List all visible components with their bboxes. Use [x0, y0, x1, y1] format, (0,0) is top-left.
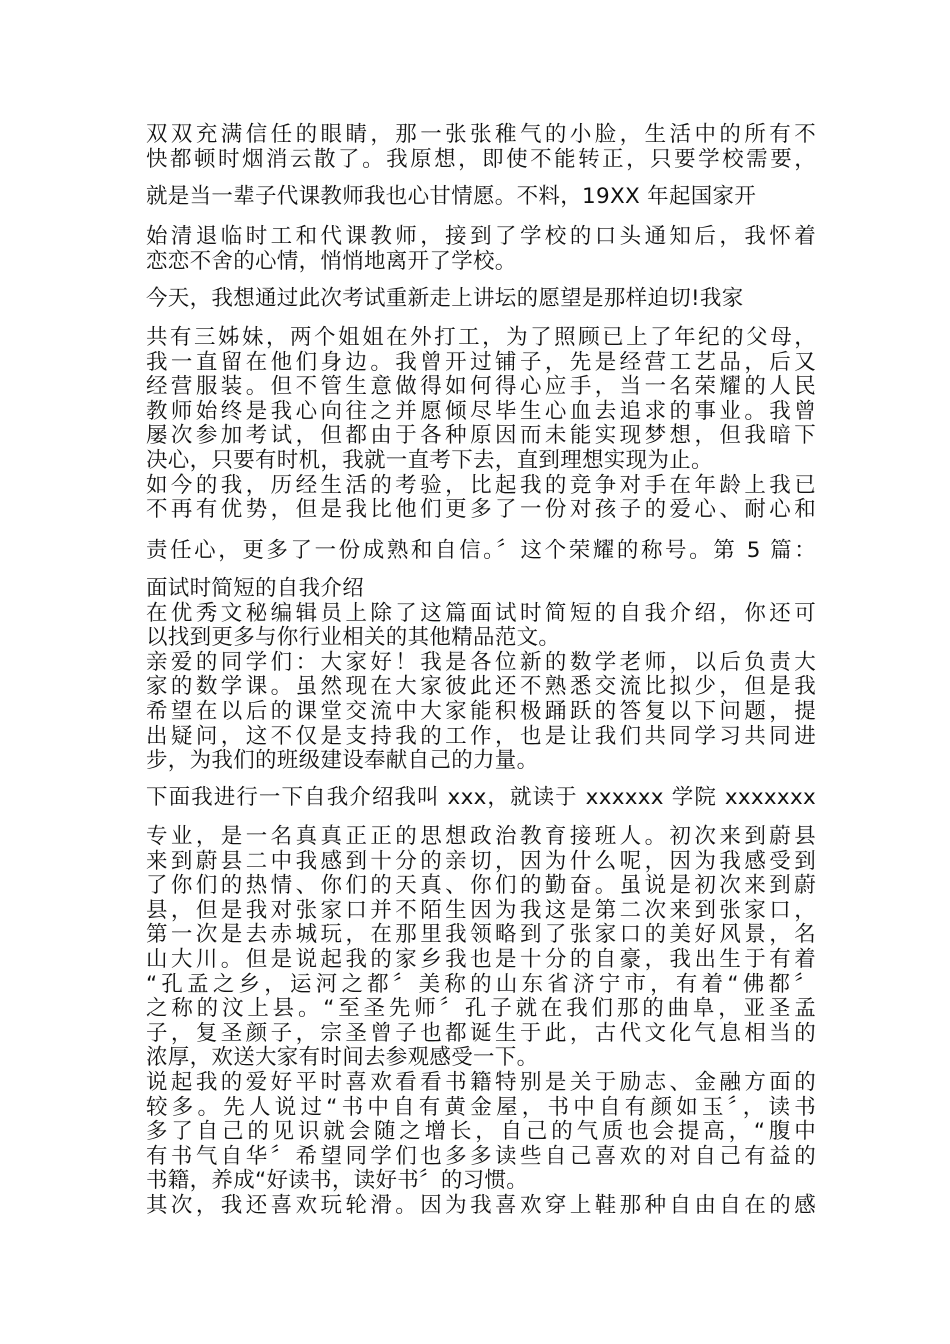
text-line: 以找到更多与你行业相关的其他精品范文。 [146, 625, 561, 651]
text-line: 屡次参加考试，但都由于各种原因而未能实现梦想，但我暗下 [146, 423, 816, 449]
text-line: 之称的汶上县。“至圣先师〞孔子就在我们那的曲阜，亚圣孟 [146, 996, 816, 1022]
text-line: 决心，只要有时机，我就一直考下去，直到理想实现为止。 [146, 447, 713, 473]
text-line: 今天，我想通过此次考试重新走上讲坛的愿望是那样迫切!我家 [146, 286, 744, 311]
paragraph-block-8 [146, 786, 816, 811]
text-line: 就是当一辈子代课教师我也心甘情愿。不料，19XX 年起国家开 [146, 184, 757, 209]
paragraph-block-2 [146, 185, 816, 210]
paragraph-block-3 [146, 225, 816, 274]
text-line: 教师始终是我心向往之并愿倾尽毕生心血去追求的事业。我曾 [146, 398, 816, 424]
text-line: 经营服装。但不管生意做得如何得心应手，当一名荣耀的人民 [146, 374, 816, 400]
text-line: 第一次是去赤城玩，在那里我领略到了张家口的美好风景，名 [146, 922, 816, 948]
paragraph-block-9 [146, 825, 816, 1219]
text-line: 亲爱的同学们：大家好！我是各位新的数学老师，以后负责大 [146, 649, 816, 675]
text-line: 恋恋不舍的心情，悄悄地离开了学校。 [146, 248, 517, 274]
paragraph-block-6 [146, 539, 816, 564]
text-line: 了你们的热情、你们的天真、你们的勤奋。虽说是初次来到蔚 [146, 873, 816, 899]
text-line: 下面我进行一下自我介绍我叫 xxx，就读于 xxxxxx 学院 xxxxxxx [146, 785, 816, 810]
paragraph-block-5 [146, 326, 816, 523]
paragraph-block-7 [146, 577, 816, 774]
text-line: 如今的我，历经生活的考验，比起我的竞争对手在年龄上我已 [146, 472, 816, 498]
text-line: 有书气自华〞希望同学们也多多读些自己喜欢的对自己有益的 [146, 1143, 816, 1169]
text-line: 希望在以后的课堂交流中大家能积极踊跃的答复以下问题，提 [146, 698, 816, 724]
text-line: 出疑问，这不仅是支持我的工作，也是让我们共同学习共同进 [146, 723, 816, 749]
text-line: 面试时简短的自我介绍 [146, 576, 365, 601]
text-line: 专业，是一名真真正正的思想政治教育接班人。初次来到蔚县 [146, 824, 816, 849]
text-line: 较多。先人说过“书中自有黄金屋，书中自有颜如玉〞，读书 [146, 1094, 816, 1120]
text-line: 责任心，更多了一份成熟和自信。〞这个荣耀的称号。第 5 篇： [146, 538, 816, 563]
text-line: 快都顿时烟消云散了。我原想，即使不能转正，只要学校需要， [146, 146, 816, 172]
text-line: 浓厚，欢送大家有时间去参观感受一下。 [146, 1045, 539, 1071]
text-line: 家的数学课。虽然现在大家彼此还不熟悉交流比拟少，但是我 [146, 674, 816, 700]
text-line: 来到蔚县二中我感到十分的亲切，因为什么呢，因为我感受到 [146, 848, 816, 874]
paragraph-block-1 [146, 123, 816, 172]
text-line: 书籍，养成“好读书，读好书〞的习惯。 [146, 1168, 529, 1194]
text-line: 县，但是我对张家口并不陌生因为我这是第二次来到张家口， [146, 897, 816, 923]
text-line: 在优秀文秘编辑员上除了这篇面试时简短的自我介绍，你还可 [146, 600, 816, 626]
text-line: 子，复圣颜子，宗圣曾子也都诞生于此，古代文化气息相当的 [146, 1020, 816, 1046]
text-line: 双双充满信任的眼睛，那一张张稚气的小脸，生活中的所有不 [146, 122, 816, 147]
text-line: 我一直留在他们身边。我曾开过铺子，先是经营工艺品，后又 [146, 349, 816, 375]
text-line: “孔孟之乡，运河之都〞美称的山东省济宁市，有着“佛都〞 [146, 971, 816, 997]
text-line: 共有三姊妹，两个姐姐在外打工，为了照顾已上了年纪的父母， [146, 325, 816, 350]
text-line: 其次，我还喜欢玩轮滑。因为我喜欢穿上鞋那种自由自在的感 [146, 1192, 816, 1218]
text-line: 不再有优势，但是我比他们更多了一份对孩子的爱心、耐心和 [146, 497, 816, 523]
paragraph-block-4 [146, 287, 816, 312]
text-line: 说起我的爱好平时喜欢看看书籍特别是关于励志、金融方面的 [146, 1069, 816, 1095]
text-line: 步，为我们的班级建设奉献自己的力量。 [146, 748, 539, 774]
text-line: 多了自己的见识就会随之增长，自己的气质也会提高，“腹中 [146, 1119, 816, 1145]
text-line: 始清退临时工和代课教师，接到了学校的口头通知后，我怀着 [146, 224, 816, 249]
text-line: 山大川。但是说起我的家乡我也是十分的自豪，我出生于有着 [146, 946, 816, 972]
